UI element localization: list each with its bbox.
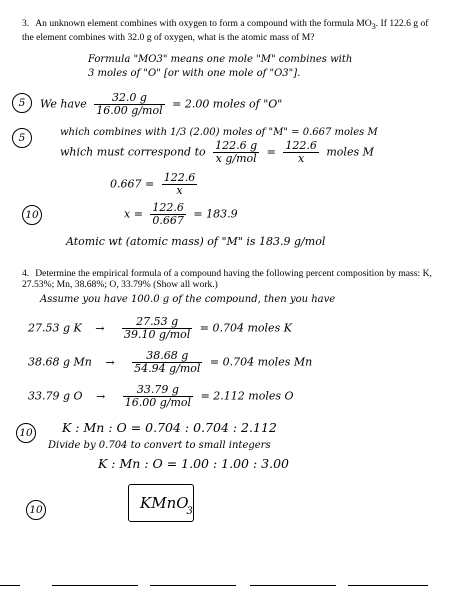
- fraction-oxygen: [123, 384, 193, 409]
- answer-3-line-5: [60, 140, 374, 165]
- bottom-rule: [150, 585, 236, 586]
- arrow-icon: →: [95, 321, 105, 335]
- answer-4-manganese-row: [28, 350, 312, 375]
- answer-3-line-5-lead: which must correspond to: [60, 145, 206, 159]
- equals-sign: =: [266, 145, 276, 159]
- oxygen-moles: = 2.112 moles O: [200, 389, 294, 403]
- answer-3-line-7: [124, 202, 238, 227]
- fraction-solve-x: [162, 172, 198, 197]
- arrow-icon: →: [105, 355, 115, 369]
- fraction-numerator: 122.6: [285, 139, 317, 152]
- answer-3-line-2: 3 moles of "O" [or with one mole of "O3"].: [88, 68, 301, 79]
- answer-4-oxygen-row: [28, 384, 294, 409]
- fraction-denominator: 16.00 g/mol: [124, 396, 192, 409]
- fraction-denominator: x g/mol: [215, 152, 257, 165]
- question-3-text-a: An unknown element combines with oxygen to form a compound with the formula MO: [35, 18, 372, 29]
- fraction-numerator: 27.53 g: [122, 316, 192, 329]
- answer-3-line-5-tail: moles M: [326, 145, 374, 159]
- score-mark-2: 5: [12, 128, 32, 148]
- question-3: [22, 18, 432, 43]
- question-3-number: 3.: [22, 18, 30, 29]
- fraction-numerator: 122.6 g: [215, 139, 258, 152]
- answer-4-ratio-3: K : Mn : O = 1.00 : 1.00 : 3.00: [98, 456, 289, 471]
- fraction-x-value: [150, 202, 186, 227]
- question-3-text-b: . If 122.6 g of the element combines with 32.0 g of oxygen, what is the atomic mass of M?: [22, 18, 429, 43]
- fraction-numerator: 122.6: [152, 201, 184, 214]
- manganese-mass: 38.68 g Mn: [28, 355, 92, 369]
- answer-4-ratio-2: Divide by 0.704 to convert to small integers: [48, 440, 271, 451]
- potassium-moles: = 0.704 moles K: [199, 321, 292, 335]
- bottom-rule: [0, 585, 20, 586]
- answer-3-line-3-lead: We have: [40, 97, 87, 111]
- fraction-numerator: 32.0 g: [94, 92, 164, 105]
- arrow-icon: →: [96, 389, 106, 403]
- answer-3-line-4: which combines with 1/3 (2.00) moles of "M" = 0.667 moles M: [60, 127, 378, 138]
- fraction-denominator: 39.10 g/mol: [123, 328, 191, 341]
- answer-3-line-7-tail: = 183.9: [193, 207, 238, 221]
- fraction-denominator: 54.94 g/mol: [134, 362, 201, 375]
- answer-3-line-1: Formula "MO3" means one mole "M" combines with: [88, 54, 353, 65]
- fraction-numerator: 122.6: [163, 171, 196, 184]
- final-answer-formula: [140, 494, 195, 517]
- final-answer-main: KMnO: [140, 494, 189, 512]
- answer-4-potassium-row: [28, 316, 292, 341]
- fraction-denominator: 16.00 g/mol: [96, 104, 163, 117]
- answer-3-line-3-tail: = 2.00 moles of "O": [172, 97, 283, 111]
- question-4: [22, 268, 432, 290]
- question-3-formula-sub: 3: [371, 21, 376, 31]
- fraction-potassium: [122, 316, 192, 341]
- answer-3-line-8: Atomic wt (atomic mass) of "M" is 183.9 g/mol: [66, 235, 326, 248]
- fraction-numerator: 38.68 g: [132, 350, 202, 363]
- answer-3-line-6-lead: 0.667 =: [110, 177, 155, 191]
- answer-3-line-7-lead: x =: [124, 207, 143, 221]
- fraction-oxygen-moles: [94, 92, 164, 117]
- answer-3-line-3: [40, 92, 282, 117]
- fraction-denominator: x: [176, 184, 183, 197]
- bottom-rule: [348, 585, 428, 586]
- score-mark-4: 10: [16, 423, 36, 443]
- fraction-element-mass: [213, 140, 259, 165]
- score-mark-3: 10: [22, 205, 42, 225]
- fraction-manganese: [132, 350, 202, 375]
- potassium-mass: 27.53 g K: [28, 321, 82, 335]
- final-answer-subscript: 3: [186, 506, 193, 517]
- fraction-numerator: 33.79 g: [123, 384, 193, 397]
- fraction-element-moles: [283, 140, 319, 165]
- answer-4-line-1: Assume you have 100.0 g of the compound, then you have: [40, 294, 336, 305]
- question-4-number: 4.: [22, 268, 30, 279]
- fraction-denominator: x: [298, 152, 305, 165]
- score-mark-5: 10: [26, 500, 46, 520]
- bottom-rule: [250, 585, 336, 586]
- manganese-moles: = 0.704 moles Mn: [209, 355, 313, 369]
- fraction-denominator: 0.667: [152, 214, 184, 227]
- answer-4-ratio-1: K : Mn : O = 0.704 : 0.704 : 2.112: [62, 420, 277, 435]
- oxygen-mass: 33.79 g O: [28, 389, 83, 403]
- answer-3-line-6: [110, 172, 201, 197]
- score-mark-1: 5: [12, 93, 32, 113]
- question-4-text: Determine the empirical formula of a compound having the following percent composition by mass: K, 27.53%; Mn, 38.68%; O, 33.79% (Show all work.): [22, 268, 432, 290]
- bottom-rule: [52, 585, 138, 586]
